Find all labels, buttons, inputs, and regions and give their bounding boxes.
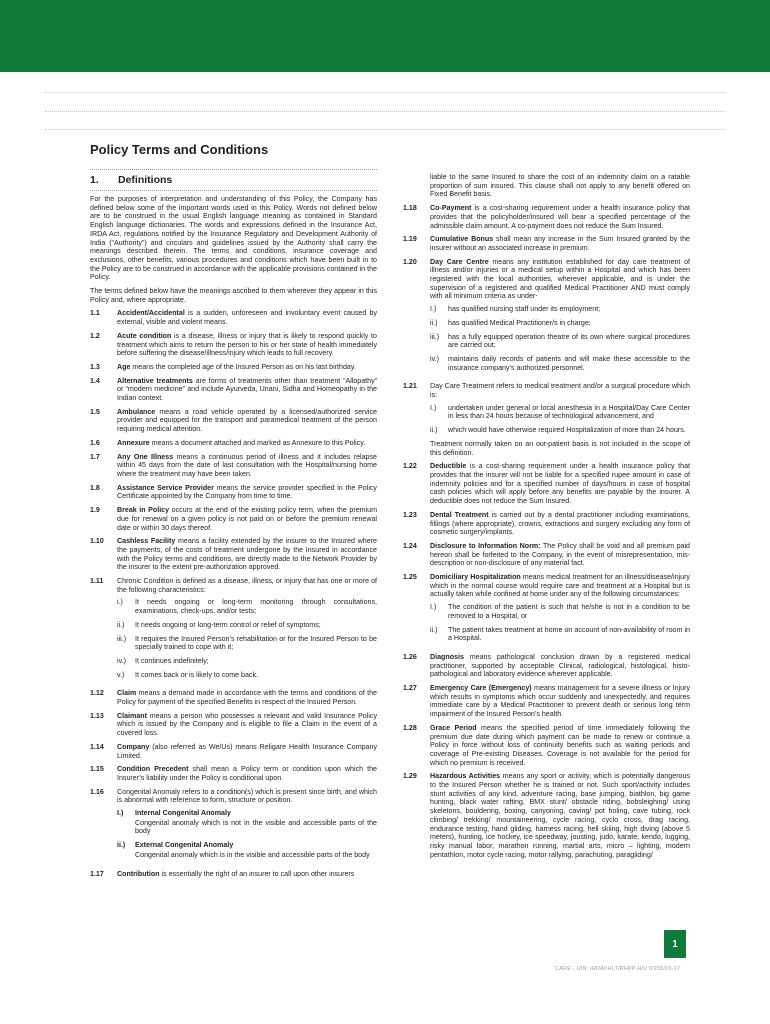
sub-item: i.) It needs ongoing or long-term monitoring through consultations, examinations, check-ups, and/or tests; <box>117 598 377 616</box>
definition-item: 1.3 Age means the completed age of the Insured Person as on his last birthday. <box>90 362 356 371</box>
definition-item: 1.16 Congenital Anomaly refers to a condition(s) which is present since birth, and which is abnormal with reference to form, structure or position. I.) Internal Congenital Anomaly Congenital anomaly which is not in the visible and accessible parts of the body ii.) External Congenital Anomaly Congenital anomaly which is in the visible and accessible parts of the body <box>90 787 377 859</box>
sub-item: iii.) It requires the Insured Person’s rehabilitation or for the Insured Person to be specially trained to cope with it; <box>117 634 377 652</box>
dotted-divider <box>45 92 725 93</box>
definition-item: 1.12 Claim means a demand made in accordance with the terms and conditions of the Policy for payment of the specified Benefits in respect of the Insured Person. <box>90 689 377 707</box>
sub-item: iii.) has a fully equipped operation theatre of its own where surgical procedures are carried out; <box>430 332 690 350</box>
definition-item: 1.24 Disclosure to Information Norm: The Policy shall be void and all premium paid hereon shall be forfeited to the Company, in the event of misrepresentation, mis-description or non-disclosure of any material fact. <box>403 541 691 568</box>
sub-item: iv.) maintains daily records of patients and will make these accessible to the insurance company’s authorized personnel. <box>430 354 690 372</box>
definition-item: 1.15 Condition Precedent shall mean a Policy term or condition upon which the Insurer’s liability under the Policy is conditional upon. <box>90 765 377 782</box>
sub-item: iv.) It continues indefinitely; <box>117 656 209 665</box>
definition-item: 1.29 Hazardous Activities means any sport or activity, which is potentially dangerous to the Insured Person whether he is trained or not. Such sport/activity includes stunt activities of any kind, adventure racing, base jumping, biathlon, big game hunting, black water rafting, BMX stunt/ obstacle riding, bobsleighing/ using skeletons, bouldering, boxing, canyoning, caving/ pot holing, cave tubing, rock climbing/ trekking/ mountaineering, cycle racing, cyclo cross, drag racing, endurance testing, hand gliding, harness racing, hell skiing, high diving (above 5 meters), hunting, ice hockey, ice speedway, jousting, judo, karate, kendo, lugging, risky manual labor, marathon running, martial arts, micro – lighting, modern pentathlon, motor cycle racing, motor rallying, parachuting, paragliding/ <box>403 772 690 859</box>
page-title: Policy Terms and Conditions <box>90 142 269 157</box>
right-column <box>403 173 690 864</box>
page-number: 1 <box>664 930 686 958</box>
definition-item: 1.23 Dental Treatment is carried out by a dental practitioner including examinations, fillings (where appropriate), crowns, extractions and surgery excluding any form of cosmetic surgery/implants. <box>403 510 691 537</box>
sub-item: I.) The condition of the patient is such that he/she is not in a condition to be removed to a Hospital, or <box>430 603 690 620</box>
section-number: 1. <box>90 174 99 186</box>
definition-item: 1.2 Acute condition is a disease, illness or injury that is likely to respond quickly to treatment which aims to return the person to his or her state of health immediately before suffering the disease/illness/injury which leads to full recovery. <box>90 331 377 358</box>
sub-item: v.) It comes back or is likely to come back. <box>117 670 259 679</box>
section-rule <box>90 190 377 191</box>
definition-item: 1.14 Company (also referred as We/Us) means Religare Health Insurance Company Limited. <box>90 742 377 760</box>
dotted-divider <box>45 129 725 130</box>
sub-item: ii.) External Congenital Anomaly Congenital anomaly which is in the visible and accessible parts of the body <box>117 841 370 859</box>
definition-item: 1.18 Co-Payment is a cost-sharing requirement under a health insurance policy that provides that the policyholder/insured will bear a specified percentage of the admissible claim amount. A co-payment does not reduce the Sum Insured. <box>403 204 690 230</box>
definition-item: 1.1 Accident/Accidental is a sudden, unforeseen and involuntary event caused by external, visible and violent means. <box>90 309 377 327</box>
section-title: Definitions <box>118 174 173 186</box>
definition-item: 1.17 Contribution is essentially the right of an insurer to call upon other insurers <box>90 869 355 878</box>
definition-item: 1.26 Diagnosis means pathological conclusion drawn by a registered medical practitioner, supported by acceptable Clinical, radiological, histological, histo-pathological and laboratory evidence wherever applicable. <box>403 652 690 679</box>
document-code: CARE - UIN: IRDAI/HLT/RHI/P-H/V.II/255/16-17 <box>555 966 681 972</box>
definition-item: 1.25 Domiciliary Hospitalization means medical treatment for an illness/disease/injury which in the normal course would require care and treatment at a Hospital but is actually taken while confined at home under any of the following circumstances: I.) The condition of the patient is such that he/she is not in a condition to be removed to a Hospital, or ii.) The patient takes treatment at home on account of non-availability of room in a Hospital. <box>403 573 690 643</box>
definition-item: 1.6 Annexure means a document attached and marked as Annexure to this Policy. <box>90 438 366 447</box>
definition-continuation: liable to the same Insured to share the cost of an indemnity claim on a ratable proportion of sum insured. This clause shall not apply to any benefit offered on Fixed Benefit basis. <box>430 173 690 199</box>
definition-item: 1.10 Cashless Facility means a facility extended by the insurer to the Insured where the payments, of the costs of treatment undergone by the Insured in accordance with the Policy terms and conditions, are directly made to the Network Provider by the insurer to the extent pre-authorization approved. <box>90 537 377 572</box>
definition-item: 1.5 Ambulance means a road vehicle operated by a licensed/authorized service provider and equipped for the transport and paramedical treatment of the person requiring medical attention. <box>90 407 377 434</box>
sub-item: ii.) has qualified Medical Practitioner/s in charge; <box>430 318 591 327</box>
definition-item: 1.20 Day Care Centre means any institution established for day care treatment of illness and/or injuries or a medical setup within a Hospital and which has been registered with the local authorities, wherever applicable, and is under the supervision of a registered and qualified Medical Practitioner AND must comply with all minimum criteria as under- I.) has qualified nursing staff under its employment; ii.) has qualified Medical Practitioner/s in charge; iii.) has a fully equipped operation theatre of its own where surgical procedures are carried out; iv.) maintains daily records of patients and will make these accessible to the insurance company’s authorized personnel. <box>403 257 690 372</box>
sub-item: I.) has qualified nursing staff under its employment; <box>430 305 601 314</box>
section-rule <box>90 169 377 170</box>
header-banner <box>0 0 770 72</box>
definition-item: 1.8 Assistance Service Provider means the service provider specified in the Policy Certificate appointed by the Company from time to time. <box>90 483 377 501</box>
sub-item: I.) undertaken under general or local anesthesia in a Hospital/Day Care Center in less than 24 hours because of technological advancement, and <box>430 403 690 421</box>
definition-item: 1.13 Claimant means a person who possesses a relevant and valid Insurance Policy which is issued by the Company and is eligible to file a Claim in the event of a covered loss. <box>90 711 377 738</box>
sub-item: ii.) which would have otherwise required Hospitalization of more than 24 hours. <box>430 426 686 435</box>
left-column <box>90 195 377 883</box>
definition-item: 1.22 Deductible is a cost-sharing requirement under a health insurance policy that provides that the insurer will not be liable for a specified rupee amount in case of indemnity policies and for a specified number of days/hours in case of hospital cash policies which will apply before any benefits are payable by the insurer. A deductible does not reduce the Sum Insured. <box>403 462 690 506</box>
intro-paragraph: For the purposes of interpretation and understanding of this Policy, the Company has defined below some of the important words used in this Policy. Words not defined below are to be construed in the usual English language meaning as contained in Standard English language dictionaries. The words and expressions defined in the Insurance Act, IRDA Act, regulations notified by the Insurance Regulatory and Development Authority of India (“Authority”) and circulars and guidelines issued by the Authority shall carry the meanings described therein. The terms and conditions, insurance coverage and exclusions, other benefits, various procedures and conditions which have been built in to the Policy are to be construed in accordance with the applicable provisions contained in the Policy. <box>90 195 377 282</box>
definition-item: 1.9 Break in Policy occurs at the end of the existing policy term, when the premium due for renewal on a given policy is not paid on or before the premium renewal date or within 30 days thereof. <box>90 506 377 532</box>
intro-paragraph: The terms defined below have the meanings ascribed to them wherever they appear in this Policy and, where appropriate. <box>90 287 377 304</box>
sub-item: ii.) The patient takes treatment at home on account of non-availability of room in a Hospital. <box>430 625 690 643</box>
definition-item: 1.11 Chronic Condition is defined as a disease, illness, or injury that has one or more of the following characteristics: i.) It needs ongoing or long-term monitoring through consultations, examinations, check-ups, and/or tests; ii.) It needs ongoing or long-term control or relief of symptoms; iii.) It requires the Insured Person’s rehabilitation or for the Insured Person to be specially trained to cope with it; iv.) It continues indefinitely; v.) It comes back or is likely to come back. <box>90 577 377 679</box>
definition-item: 1.4 Alternative treatments are forms of treatments other than treatment “Allopathy” or “modern medicine” and include Ayurveda, Unani, Sidha and Homeopathy in the Indian context. <box>90 376 378 403</box>
sub-item: I.) Internal Congenital Anomaly Congenital anomaly which is not in the visible and accessible parts of the body <box>117 809 377 836</box>
sub-item: ii.) It needs ongoing or long-term control or relief of symptoms; <box>117 620 321 629</box>
definition-item: 1.19 Cumulative Bonus shall mean any increase in the Sum Insured granted by the insurer without an associated increase in premium. <box>403 235 691 252</box>
definition-item: 1.21 Day Care Treatment refers to medical treatment and/or a surgical procedure which is: I.) undertaken under general or local anesthesia in a Hospital/Day Care Center in less than 24 hours because of technological advancement, and ii.) which would have otherwise required Hospitalization of more than 24 hours. Treatment normally taken on an out-patient basis is not included in the scope of this definition. <box>403 382 690 457</box>
definition-item: 1.27 Emergency Care (Emergency) means management for a severe illness or Injury which results in symptoms which occur suddenly and unexpectedly, and requires immediate care by a Medical Practitioner to prevent death or serious long term impairment of the Insured Person’s health. <box>403 684 690 719</box>
dotted-divider <box>45 111 725 112</box>
definition-item: 1.28 Grace Period means the specified period of time immediately following the premium due date during which payment can be made to renew or continue a Policy in force without loss of continuity benefits such as waiting periods and coverage of Pre-existing Diseases. Coverage is not available for the period for which no premium is received. <box>403 723 690 767</box>
definition-item: 1.7 Any One Illness means a continuous period of illness and it includes relapse within 45 days from the date of last consultation with the Hospital/nursing home where the treatment may have been taken. <box>90 452 377 478</box>
